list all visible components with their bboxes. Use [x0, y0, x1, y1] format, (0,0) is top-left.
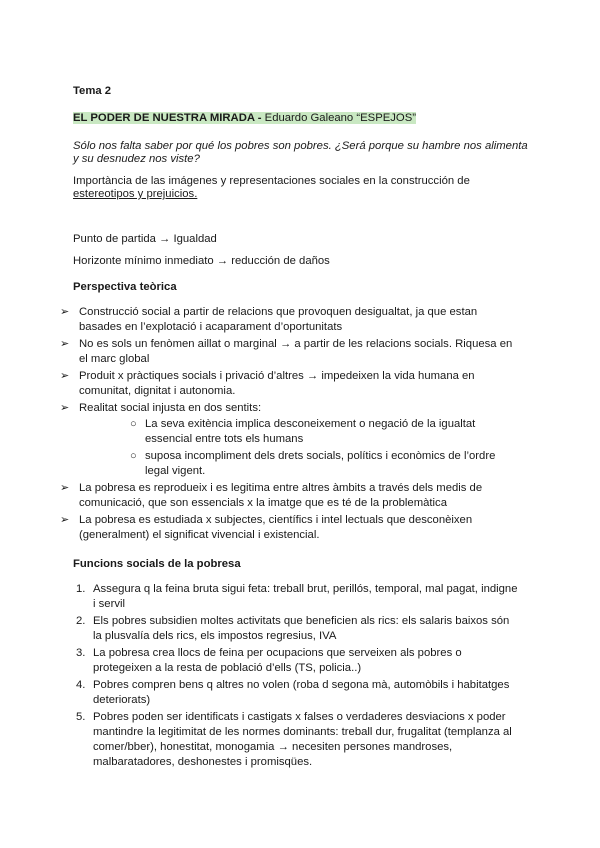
circle-bullet-icon: ○ [130, 450, 137, 462]
title-main: EL PODER DE NUESTRA MIRADA [73, 112, 255, 124]
sub-item-line: suposa incompliment dels drets socials, polítics i econòmics de l’ordre [145, 450, 496, 462]
perspective-heading: Perspectiva teòrica [73, 281, 177, 293]
title-work: “ESPEJOS” [353, 112, 416, 124]
list-item-line: basades en l’explotació i acaparament d’oportunitats [79, 321, 343, 333]
list-number: 3. [76, 647, 86, 659]
list-item-line: Produit x pràctiques socials i privació d’altres → impedeixen la vida humana en [79, 370, 475, 382]
list-item-line: mantindre la legitimitat de les normes dominants: treball dur, frugalitat (templanza al [93, 726, 512, 738]
list-item-line: malbaratadores, deshonestes i promisqües. [93, 756, 313, 768]
arrow-bullet-icon: ➢ [60, 402, 70, 414]
list-item-line: Realitat social injusta en dos sentits: [79, 402, 262, 414]
quote-line: Sólo nos falta saber por qué los pobres son pobres. ¿Será porque su hambre nos alimenta [73, 140, 528, 152]
arrow-bullet-icon: ➢ [60, 306, 70, 318]
list-item-line: i servil [93, 598, 126, 610]
list-item-line: comunitat, dignitat i autonomia. [79, 385, 236, 397]
list-item-line: (generalment) el significat vivencial i existencial. [79, 529, 320, 541]
topic-label: Tema 2 [73, 85, 112, 97]
list-item-line: comer/bber), honestitat, monogamia → necesiten persones mandroses, [93, 741, 453, 753]
document-title [73, 110, 416, 126]
title-author: Eduardo Galeano [264, 112, 354, 124]
list-number: 4. [76, 679, 86, 691]
arrow-bullet-icon: ➢ [60, 338, 70, 350]
list-number: 1. [76, 583, 86, 595]
list-item-line: protegeixen a la resta de població d’ells (TS, policia..) [93, 662, 362, 674]
functions-heading: Funcions socials de la pobresa [73, 558, 241, 570]
list-item-line: La pobresa crea llocs de feina per ocupacions que serveixen als pobres o [93, 647, 462, 659]
list-item-line: deteriorats) [93, 694, 151, 706]
list-item-line: Pobres poden ser identificats i castigats x falses o verdaderes desviacions x poder [93, 711, 506, 723]
quote-line: y su desnudez nos viste? [73, 153, 200, 165]
title-separator: - [254, 112, 265, 124]
list-item-line: Construcció social a partir de relacions que provoquen desigualtat, ja que estan [79, 306, 478, 318]
list-item-line: la plusvalía dels rics, els impostos regresius, IVA [93, 630, 337, 642]
list-item-line: No es sols un fenòmen aillat o marginal → a partir de les relacions socials. Riquesa en [79, 338, 513, 350]
list-item-line: el marc global [79, 353, 150, 365]
list-number: 2. [76, 615, 86, 627]
importance-line: estereotipos y prejuicios. [73, 188, 198, 200]
arrow-bullet-icon: ➢ [60, 370, 70, 382]
list-item-line: Pobres compren bens q altres no volen (roba d segona mà, automòbils i habitatges [93, 679, 510, 691]
list-number: 5. [76, 711, 86, 723]
arrow-bullet-icon: ➢ [60, 514, 70, 526]
starting-point: Punto de partida → Igualdad [73, 233, 217, 245]
list-item-line: Assegura q la feina bruta sigui feta: treball brut, perillós, temporal, mal pagat, indigne [93, 583, 518, 595]
sub-item-line: legal vigent. [145, 465, 206, 477]
list-item-line: Els pobres subsidien moltes activitats que beneficien als rics: els salaris baixos són [93, 615, 510, 627]
circle-bullet-icon: ○ [130, 418, 137, 430]
sub-item-line: La seva exitència implica desconeixement o negació de la igualtat [145, 418, 476, 430]
sub-item-line: essencial entre tots els humans [145, 433, 304, 445]
horizon-line: Horizonte mínimo inmediato → reducción de daños [73, 255, 330, 267]
list-item-line: comunicació, que son essencials x la imatge que es té de la problemàtica [79, 497, 447, 509]
list-item-line: La pobresa es reprodueix i es legitima entre altres àmbits a través dels medis de [79, 482, 483, 494]
importance-line: Importància de las imágenes y representaciones sociales en la construcción de [73, 175, 470, 187]
arrow-bullet-icon: ➢ [60, 482, 70, 494]
list-item-line: La pobresa es estudiada x subjectes, científics i intel lectuals que desconèixen [79, 514, 473, 526]
